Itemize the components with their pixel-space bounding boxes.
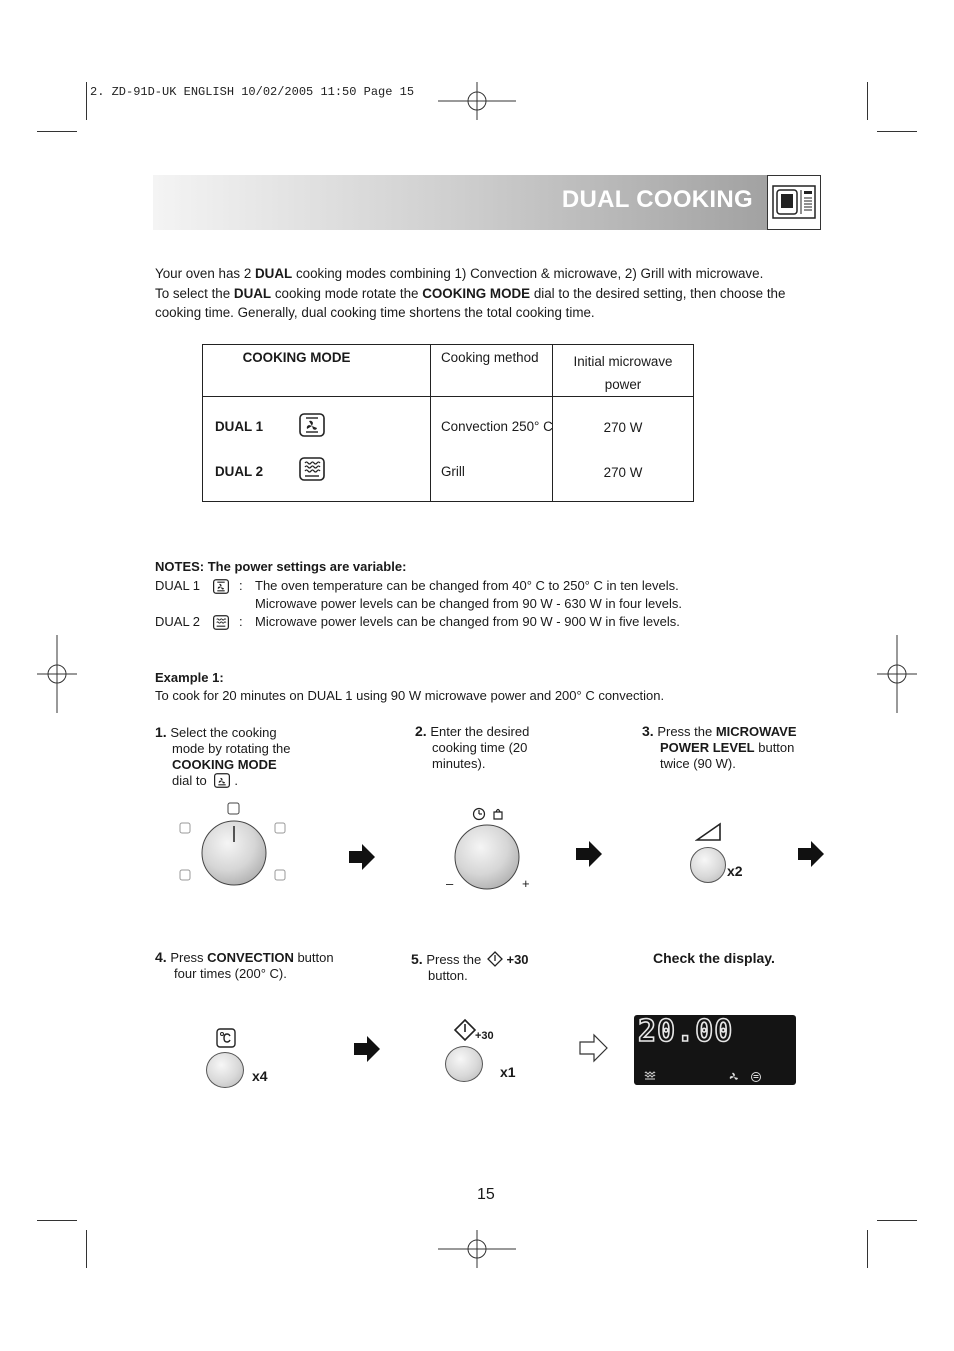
display-time: 20.00 bbox=[638, 1014, 734, 1049]
microwave-indicator-icon bbox=[750, 1071, 762, 1083]
convection-fan-icon bbox=[299, 413, 325, 437]
crop-mark bbox=[877, 131, 917, 132]
mode-label-dual2: DUAL 2 bbox=[215, 464, 264, 479]
crop-mark bbox=[37, 1220, 77, 1221]
column-header-power: Initial microwave power bbox=[573, 354, 673, 392]
microwave-power-level-button[interactable] bbox=[690, 847, 726, 883]
note-dual1-line2: Microwave power levels can be changed from 90 W - 630 W in four levels. bbox=[255, 596, 683, 611]
note-dual2: DUAL 2 : Microwave power levels can be changed from 90 W - 900 W in five levels. bbox=[155, 614, 680, 629]
microwave-power-level-icon bbox=[695, 822, 723, 842]
registration-mark bbox=[877, 635, 917, 713]
intro-paragraph: Your oven has 2 DUAL cooking modes combining 1) Convection & microwave, 2) Grill with microwave. To select the DUAL cooking mode rotate the COOKING MODE dial to the desired setting, then choose the cooking time. Generally, dual cooking time shortens the total cooking time. bbox=[155, 266, 786, 320]
method-dual1: Convection 250° C bbox=[441, 419, 553, 434]
example-title: Example 1: bbox=[155, 670, 224, 685]
dial-plus-label: + bbox=[522, 876, 530, 891]
crop-mark bbox=[37, 131, 77, 132]
page-number: 15 bbox=[477, 1186, 495, 1203]
press-count: x1 bbox=[500, 1064, 516, 1080]
start-plus30-button[interactable] bbox=[445, 1046, 483, 1082]
arrow-right-icon bbox=[348, 843, 376, 871]
step-3-text: 3. Press the MICROWAVE POWER LEVEL button twice (90 W). bbox=[642, 723, 797, 771]
grill-indicator-icon bbox=[644, 1071, 656, 1081]
arrow-right-icon bbox=[575, 840, 603, 868]
step-4-text: 4. Press CONVECTION button four times (200° C). bbox=[155, 949, 334, 981]
press-count: x4 bbox=[252, 1068, 268, 1084]
display-screen bbox=[634, 1015, 796, 1085]
method-dual2: Grill bbox=[441, 464, 465, 479]
table-header-row bbox=[203, 345, 694, 397]
check-display-label: Check the display. bbox=[653, 950, 775, 966]
start-icon bbox=[453, 1018, 477, 1042]
registration-mark bbox=[37, 635, 77, 713]
mode-label-dual1: DUAL 1 bbox=[215, 419, 264, 434]
registration-mark bbox=[438, 1230, 516, 1268]
example-text: To cook for 20 minutes on DUAL 1 using 90 W microwave power and 200° C convection. bbox=[155, 688, 665, 703]
page-title: DUAL COOKING bbox=[561, 186, 753, 213]
step-1-text: 1. Select the cooking mode by rotating the COOKING MODE dial to . bbox=[155, 724, 291, 788]
power-dual2: 270 W bbox=[603, 465, 643, 480]
column-header-method: Cooking method bbox=[441, 350, 539, 365]
start-icon bbox=[487, 951, 503, 967]
crop-mark bbox=[86, 1230, 87, 1268]
crop-mark bbox=[86, 82, 87, 120]
start-plus30-label: +30 bbox=[475, 1030, 494, 1042]
crop-mark bbox=[877, 1220, 917, 1221]
cooking-mode-table bbox=[202, 344, 694, 502]
column-header-mode: COOKING MODE bbox=[242, 350, 351, 365]
table-body-row bbox=[203, 397, 694, 502]
outline-arrow-right-icon bbox=[579, 1033, 609, 1063]
notes-title: NOTES: The power settings are variable: bbox=[155, 559, 407, 574]
grill-icon bbox=[299, 457, 325, 481]
dial-minus-label: – bbox=[446, 876, 454, 891]
example-section bbox=[155, 669, 855, 705]
print-slug: 2. ZD-91D-UK ENGLISH 10/02/2005 11:50 Page 15 bbox=[90, 85, 415, 99]
section-banner bbox=[153, 175, 821, 230]
convection-fan-icon bbox=[213, 579, 229, 594]
note-dual1: DUAL 1 : The oven temperature can be changed from 40° C to 250° C in ten levels. bbox=[155, 578, 679, 593]
arrow-right-icon bbox=[353, 1035, 381, 1063]
power-dual1: 270 W bbox=[603, 420, 643, 435]
arrow-right-icon bbox=[797, 840, 825, 868]
grill-icon bbox=[213, 615, 229, 630]
convection-fan-indicator-icon bbox=[729, 1072, 739, 1082]
notes-section bbox=[155, 558, 855, 631]
press-count: x2 bbox=[727, 863, 743, 879]
convection-button[interactable] bbox=[206, 1052, 244, 1088]
step-5-text: 5. Press the +30 button. bbox=[411, 951, 529, 983]
cooking-mode-dial[interactable] bbox=[172, 798, 297, 893]
microwave-oven-icon bbox=[767, 175, 821, 230]
convection-fan-icon bbox=[214, 773, 230, 788]
registration-mark bbox=[438, 82, 516, 120]
crop-mark bbox=[867, 82, 868, 120]
convection-temperature-icon bbox=[216, 1028, 236, 1048]
step-2-text: 2. Enter the desired cooking time (20 minutes). bbox=[415, 723, 530, 771]
crop-mark bbox=[867, 1230, 868, 1268]
